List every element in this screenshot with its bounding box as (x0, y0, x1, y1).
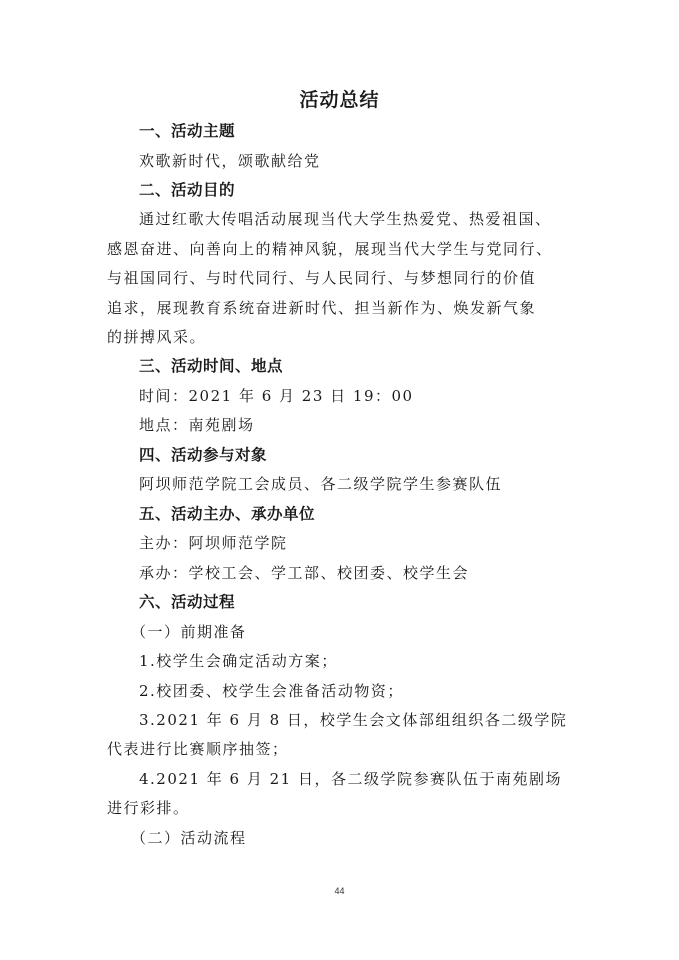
purpose-line-1: 通过红歌大传唱活动展现当代大学生热爱党、热爱祖国、 (139, 210, 552, 228)
purpose-line-5: 的拼搏风采。 (107, 328, 207, 346)
subheading-flow: （二）活动流程 (131, 829, 247, 847)
subheading-preparation: （一）前期准备 (131, 623, 247, 641)
heading-organizers: 五、活动主办、承办单位 (139, 505, 316, 523)
time-text: 时间：2021 年 6 月 23 日 19：00 (139, 387, 414, 405)
document-title: 活动总结 (299, 89, 380, 111)
page-number: 44 (334, 886, 345, 896)
prep-step-1: 1.校学生会确定活动方案； (139, 652, 338, 670)
host-text: 主办：阿坝师范学院 (139, 534, 288, 552)
heading-time-place: 三、活动时间、地点 (139, 357, 284, 375)
organizer-text: 承办：学校工会、学工部、校团委、校学生会 (139, 564, 470, 582)
purpose-line-3: 与祖国同行、与时代同行、与人民同行、与梦想同行的价值 (107, 269, 537, 287)
participants-text: 阿坝师范学院工会成员、各二级学院学生参赛队伍 (139, 475, 503, 493)
purpose-line-4: 追求，展现教育系统奋进新时代、担当新作为、焕发新气象 (107, 299, 537, 317)
prep-step-4-line-1: 4.2021 年 6 月 21 日，各二级学院参赛队伍于南苑剧场 (139, 770, 562, 788)
theme-text: 欢歌新时代，颂歌献给党 (139, 152, 321, 170)
prep-step-3-line-1: 3.2021 年 6 月 8 日，校学生会文体部组组织各二级学院 (139, 711, 568, 729)
prep-step-2: 2.校团委、校学生会准备活动物资； (139, 682, 404, 700)
heading-purpose: 二、活动目的 (139, 181, 236, 199)
heading-participants: 四、活动参与对象 (139, 446, 268, 464)
purpose-line-2: 感恩奋进、向善向上的精神风貌，展现当代大学生与党同行、 (107, 240, 553, 258)
heading-process: 六、活动过程 (139, 593, 236, 611)
prep-step-4-line-2: 进行彩排。 (107, 799, 190, 817)
heading-theme: 一、活动主题 (139, 122, 236, 140)
place-text: 地点：南苑剧场 (139, 416, 255, 434)
prep-step-3-line-2: 代表进行比赛顺序抽签； (107, 740, 289, 758)
